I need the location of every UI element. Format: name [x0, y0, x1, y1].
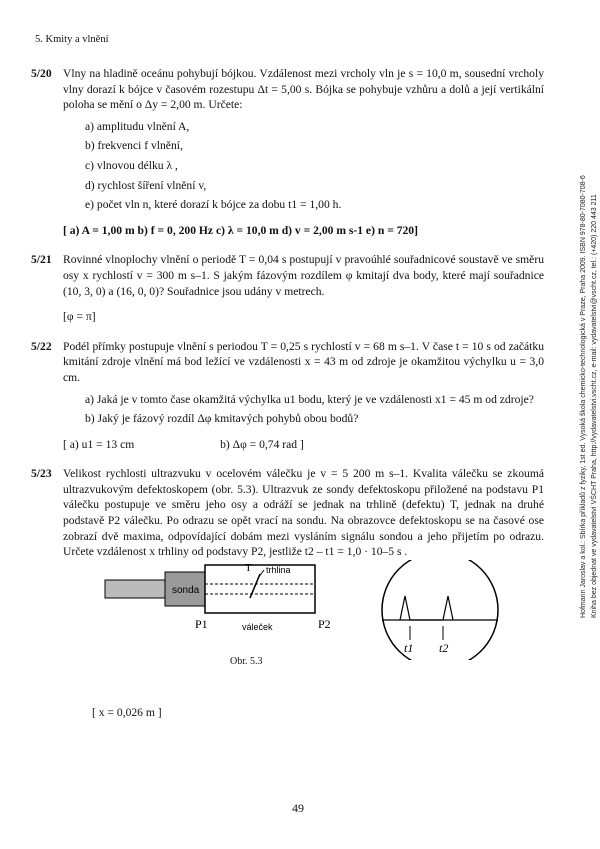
- answer: [63, 437, 544, 453]
- figure-caption: Obr. 5.3: [230, 656, 263, 667]
- answer-a: [ a) u1 = 13 cm: [63, 437, 135, 451]
- task-list: [85, 119, 544, 213]
- answer-b: b) Δφ = 0,74 rad ]: [220, 437, 304, 451]
- label-P1: P1: [195, 617, 208, 631]
- side-note-line1: Hofmann Jaroslav a kol.: Sbírka příkladů z fyziky, 1st ed. Vysoká škola chemicko-technologická v Praze, Praha 2009. ISBN 978-80-7080-708-6: [580, 175, 587, 618]
- figure-5-3: [100, 560, 520, 660]
- problem-5-22: [31, 339, 544, 453]
- answer: [φ = π]: [63, 310, 96, 324]
- page-content: [31, 66, 544, 569]
- answer-5-23: [ x = 0,026 m ]: [92, 706, 162, 719]
- problem-5-21: [31, 252, 544, 324]
- task-item: b) frekvenci f vlnění,: [85, 139, 183, 153]
- problem-text: Podél přímky postupuje vlnění s periodou T = 0,25 s rychlostí v = 68 m s–1. V čase t = 10 s od začátku kmitání zdroje vlnění má bod ležící ve vzdálenosti x = 43 m od zdroje je okamžitou výchylku u = 3,0 cm.: [63, 339, 544, 384]
- problem-text: Velikost rychlosti ultrazvuku v ocelovém válečku je v = 5 200 m s–1. Kvalita válečku se zkoumá ultrazvukovým defektoskopem (obr. 5.3). Ultrazvuk ze sondy defektoskopu přiložené na podstavu P1 válečku postupuje ve směru jeho osy a odráží se jednak na trhlině (defektu) T, jednak na druhé podstavě P2 válečku. Po odrazu se opět vrací na sondu. Na obrazovce defektoskopu se na časové ose zobrazí dvě maxima, odpovídající dobám mezi vysláním signálu sondou a jeho přijetím po odrazu. Určete vzdálenost x trhliny od podstavy P2, jestliže t2 – t1 = 1,0 · 10–5 s .: [63, 467, 544, 559]
- sonda-cable: [105, 580, 165, 598]
- task-item: c) vlnovou délku λ ,: [85, 158, 178, 172]
- problem-text: Vlny na hladině oceánu pohybují bójkou. Vzdálenost mezi vrcholy vln je s = 10,0 m, sousední vrcholy vlny dorazí k bójce v časovém rozestupu Δt = 5,00 s. Bójka se pohybuje vzhůru a dolů a její vertikální poloha se mění o Δy = 2,00 m. Určete:: [63, 67, 544, 112]
- task-list: [85, 392, 544, 427]
- label-t2: t2: [439, 641, 449, 655]
- task-item: e) počet vln n, které dorazí k bójce za dobu t1 = 1,00 h.: [85, 198, 342, 212]
- label-valecek: váleček: [242, 622, 273, 632]
- problem-5-23: [31, 466, 544, 560]
- problem-number: 5/20: [31, 67, 52, 80]
- label-trhlina: trhlina: [266, 565, 291, 575]
- chapter-header: 5. Kmity a vlnění: [35, 34, 109, 45]
- label-T: T: [245, 562, 252, 574]
- task-item: b) Jaký je fázový rozdíl Δφ kmitavých pohybů obou bodů?: [85, 412, 359, 426]
- side-note-line2: Kniha bez objednat ve vydavatelství VŠCHT Praha, http://vydavatelstvi.vscht.cz, e-mail: vydavatelstvi@vscht.cz, tel.: (+420) 220 443 211: [591, 194, 598, 618]
- problem-number: 5/21: [31, 253, 52, 267]
- cylinder: [205, 565, 315, 613]
- task-item: d) rychlost šíření vlnění v,: [85, 178, 207, 192]
- task-item: a) Jaká je v tomto čase okamžitá výchylka u1 bodu, který je ve vzdálenosti x1 = 45 m od zdroje?: [85, 392, 534, 406]
- problem-5-20: [31, 66, 544, 238]
- label-t1: t1: [404, 641, 414, 655]
- problem-text: Rovinné vlnoplochy vlnění o periodě T = 0,04 s postupují v pravoúhlé souřadnicové soustavě ve směru osy x rychlostí v = 300 m s–1. S jakým fázovým rozdílem φ kmitají dva body, které mají souřadnice (10, 3, 0) a (16, 0, 0)? Souřadnice jsou udány v metrech.: [63, 253, 544, 298]
- problem-number: 5/23: [31, 467, 52, 481]
- label-P2: P2: [318, 617, 331, 631]
- label-sonda: sonda: [172, 585, 200, 596]
- side-note: [578, 58, 600, 618]
- task-item: a) amplitudu vlnění A,: [85, 119, 190, 133]
- answer: [ a) A = 1,00 m b) f = 0, 200 Hz c) λ = 10,0 m d) v = 2,00 m s-1 e) n = 720]: [63, 223, 418, 237]
- problem-number: 5/22: [31, 339, 52, 353]
- page-number: 49: [292, 801, 304, 815]
